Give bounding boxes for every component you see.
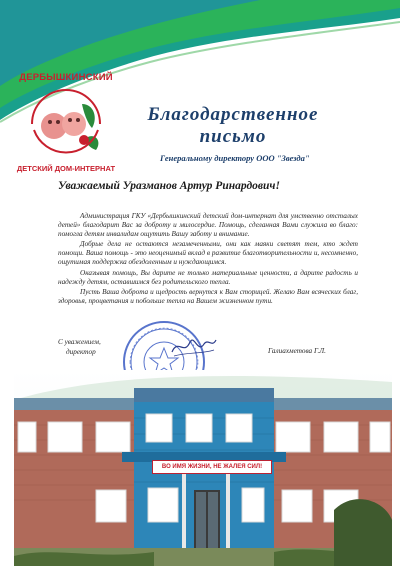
letter-body	[58, 212, 358, 307]
addressee: Генеральному директору ООО "Звезда"	[160, 153, 310, 163]
logo-text-top: ДЕРБЫШКИНСКИЙ	[19, 72, 113, 83]
logo-text-bottom: ДЕТСКИЙ ДОМ-ИНТЕРНАТ	[16, 164, 116, 173]
paragraph: Пусть Ваша доброта и щедрость вернутся к Вам сторицей. Желаю Вам всяческих благ, здоровья, процветания и побольше тепла на Вашем жизненном пути.	[58, 287, 358, 305]
orphanage-logo	[10, 72, 122, 176]
signer-name: Галиахметова Г.Л.	[268, 347, 326, 355]
title-line-1: Благодарственное	[147, 104, 319, 125]
paragraph: Добрые дела не остаются незамеченными, они как маяки светят тем, кто ждет помощи. Ваша помощь - это неоценимый вклад в развитие благотворительности и, несомненно, ощутимая поддержка обездоленным и нуждающимся.	[58, 240, 358, 267]
signature-mark	[168, 330, 218, 360]
closing-regards: С уважением,	[58, 338, 101, 346]
letter-title	[128, 104, 338, 148]
closing	[58, 338, 148, 357]
logo-emblem-icon	[24, 84, 108, 164]
paragraph: Оказывая помощь, Вы дарите не только материальные ценности, а дарите радость и надежду детям, оставшимся без родительского тепла.	[58, 268, 358, 286]
paragraph: Администрация ГКУ «Дербышкинский детский дом-интернат для умственно отсталых детей» благодарит Вас за доброту и милосердие. Помощь, сделанная Вами служила во благо: помогла детям инвалидам ощутить Вашу заботу и внимание.	[58, 212, 358, 239]
building-banner: ВО ИМЯ ЖИЗНИ, НЕ ЖАЛЕЯ СИЛ!	[152, 460, 272, 474]
title-line-2: письмо	[199, 126, 267, 147]
greeting: Уважаемый Уразманов Артур Ринардович!	[58, 180, 280, 192]
closing-position: директор	[66, 347, 96, 356]
